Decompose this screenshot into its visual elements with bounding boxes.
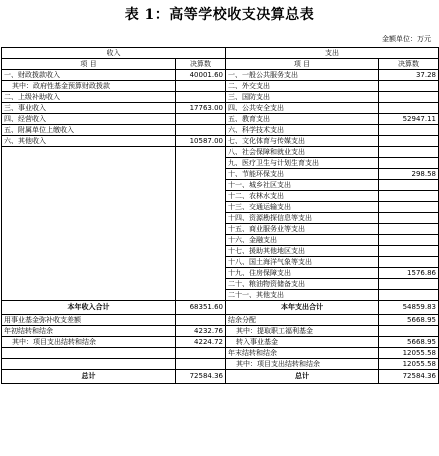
income-amount-cell: 4224.72	[176, 337, 226, 348]
income-amount-cell	[176, 125, 226, 136]
income-item-cell: 一、财政拨款收入	[2, 70, 176, 81]
income-item-cell	[2, 158, 176, 169]
expense-item-cell: 五、教育支出	[226, 114, 379, 125]
grand-total-rows	[2, 370, 439, 384]
expense-amount-cell	[379, 136, 439, 147]
expense-item-cell: 十九、住房保障支出	[226, 268, 379, 279]
expense-item-cell: 三、国防支出	[226, 92, 379, 103]
income-item-cell	[2, 213, 176, 224]
expense-item-cell: 十三、交通运输支出	[226, 202, 379, 213]
expense-item-cell: 四、公共安全支出	[226, 103, 379, 114]
income-item-header: 项 目	[2, 59, 176, 70]
income-item-cell: 六、其他收入	[2, 136, 176, 147]
expense-amount-cell	[379, 158, 439, 169]
income-amount-cell	[176, 315, 226, 326]
income-amount-cell	[176, 279, 226, 290]
income-amount-cell	[176, 348, 226, 359]
expense-grand-total-value: 72584.36	[379, 370, 439, 384]
budget-summary-table	[1, 47, 439, 384]
table-row	[2, 180, 439, 191]
expense-item-cell: 八、社会保障和就业支出	[226, 147, 379, 158]
income-item-cell	[2, 202, 176, 213]
income-item-cell	[2, 246, 176, 257]
income-amount-cell	[176, 169, 226, 180]
expense-section-header: 支出	[226, 48, 439, 59]
income-amount-cell	[176, 81, 226, 92]
expense-amount-cell	[379, 290, 439, 301]
income-amount-cell	[176, 213, 226, 224]
bottom-rows	[2, 315, 439, 370]
expense-item-cell: 转入事业基金	[226, 337, 379, 348]
income-item-cell: 五、附属单位上缴收入	[2, 125, 176, 136]
income-item-cell	[2, 290, 176, 301]
income-amount-cell	[176, 180, 226, 191]
income-item-cell	[2, 235, 176, 246]
table-row	[2, 235, 439, 246]
expense-amount-cell: 12055.58	[379, 359, 439, 370]
expense-amount-cell	[379, 202, 439, 213]
expense-amount-cell: 5668.95	[379, 337, 439, 348]
totals-row	[2, 301, 439, 315]
income-item-cell: 二、上级补助收入	[2, 92, 176, 103]
table-title: 表 1：高等学校收支决算总表	[124, 7, 315, 23]
expense-item-cell: 十二、农林水支出	[226, 191, 379, 202]
income-item-cell	[2, 191, 176, 202]
income-section-header: 收入	[2, 48, 226, 59]
income-item-cell	[2, 169, 176, 180]
income-amount-cell	[176, 257, 226, 268]
expense-item-cell: 十五、商业服务业等支出	[226, 224, 379, 235]
table-row	[2, 81, 439, 92]
expense-amount-cell: 1576.86	[379, 268, 439, 279]
expense-item-cell: 结余分配	[226, 315, 379, 326]
income-amount-cell	[176, 246, 226, 257]
expense-item-cell: 十、节能环保支出	[226, 169, 379, 180]
income-item-cell: 其中：政府性基金预算财政拨款	[2, 81, 176, 92]
income-amount-cell	[176, 114, 226, 125]
expense-total-value: 54859.83	[379, 301, 439, 315]
table-row	[2, 279, 439, 290]
income-amount-cell: 40001.60	[176, 70, 226, 81]
income-amount-cell	[176, 224, 226, 235]
table-row	[2, 202, 439, 213]
main-rows	[2, 70, 439, 301]
income-amount-cell: 10587.00	[176, 136, 226, 147]
income-total-value: 68351.60	[176, 301, 226, 315]
expense-amount-cell	[379, 92, 439, 103]
expense-item-cell: 九、医疗卫生与计划生育支出	[226, 158, 379, 169]
income-amount-cell	[176, 268, 226, 279]
expense-item-cell: 二、外交支出	[226, 81, 379, 92]
expense-item-cell: 十八、国土海洋气象等支出	[226, 257, 379, 268]
table-row	[2, 246, 439, 257]
table-row	[2, 213, 439, 224]
income-grand-total-value: 72584.36	[176, 370, 226, 384]
expense-item-cell: 二十一、其他支出	[226, 290, 379, 301]
expense-item-cell: 一、一般公共服务支出	[226, 70, 379, 81]
unit-note: 金额单位：万元	[382, 35, 431, 43]
table-row	[2, 114, 439, 125]
table-row	[2, 169, 439, 180]
expense-item-cell: 十七、援助其他地区支出	[226, 246, 379, 257]
table-row	[2, 315, 439, 326]
expense-amount-cell: 52947.11	[379, 114, 439, 125]
expense-amount-cell: 298.58	[379, 169, 439, 180]
expense-amount-cell	[379, 213, 439, 224]
income-item-cell	[2, 180, 176, 191]
income-amount-cell	[176, 92, 226, 103]
expense-amount-cell	[379, 279, 439, 290]
income-item-cell: 三、事业收入	[2, 103, 176, 114]
expense-amount-cell	[379, 191, 439, 202]
income-item-cell	[2, 257, 176, 268]
table-row	[2, 359, 439, 370]
table-row	[2, 337, 439, 348]
expense-amount-cell	[379, 257, 439, 268]
income-amount-cell	[176, 191, 226, 202]
table-row	[2, 147, 439, 158]
income-item-cell: 四、经营收入	[2, 114, 176, 125]
table-row	[2, 224, 439, 235]
income-item-cell: 用事业基金弥补收支差额	[2, 315, 176, 326]
expense-item-header: 项 目	[226, 59, 379, 70]
section-header-row	[2, 48, 439, 59]
expense-amount-cell	[379, 224, 439, 235]
table-row	[2, 136, 439, 147]
income-item-cell	[2, 279, 176, 290]
income-total-label: 本年收入合计	[2, 301, 176, 315]
expense-amount-cell	[379, 326, 439, 337]
expense-amount-cell	[379, 103, 439, 114]
income-item-cell: 其中：项目支出结转和结余	[2, 337, 176, 348]
expense-amount-cell	[379, 235, 439, 246]
expense-amount-cell	[379, 246, 439, 257]
income-amount-cell	[176, 147, 226, 158]
column-header-row	[2, 59, 439, 70]
table-row	[2, 191, 439, 202]
income-grand-total-label: 总计	[2, 370, 176, 384]
expense-grand-total-label: 总计	[226, 370, 379, 384]
expense-total-label: 本年支出合计	[226, 301, 379, 315]
expense-item-cell: 十六、金融支出	[226, 235, 379, 246]
income-item-cell	[2, 268, 176, 279]
expense-amount-cell	[379, 147, 439, 158]
totals-rows	[2, 301, 439, 315]
table-row	[2, 257, 439, 268]
income-item-cell	[2, 224, 176, 235]
income-amount-cell: 17763.00	[176, 103, 226, 114]
income-amount-header: 决算数	[176, 59, 226, 70]
table-row	[2, 268, 439, 279]
expense-amount-cell: 5668.95	[379, 315, 439, 326]
table-row	[2, 158, 439, 169]
expense-amount-cell: 12055.58	[379, 348, 439, 359]
expense-amount-cell: 37.28	[379, 70, 439, 81]
income-amount-cell	[176, 158, 226, 169]
income-item-cell	[2, 359, 176, 370]
expense-item-cell: 年末结转和结余	[226, 348, 379, 359]
expense-amount-header: 决算数	[379, 59, 439, 70]
income-amount-cell: 4232.76	[176, 326, 226, 337]
table-row	[2, 92, 439, 103]
table-row	[2, 290, 439, 301]
expense-item-cell: 七、文化体育与传媒支出	[226, 136, 379, 147]
table-row	[2, 70, 439, 81]
table-row	[2, 326, 439, 337]
income-amount-cell	[176, 235, 226, 246]
expense-amount-cell	[379, 125, 439, 136]
expense-item-cell: 其中：提取职工福利基金	[226, 326, 379, 337]
income-item-cell	[2, 147, 176, 158]
expense-item-cell: 二十、粮油物资储备支出	[226, 279, 379, 290]
income-amount-cell	[176, 202, 226, 213]
expense-amount-cell	[379, 81, 439, 92]
expense-item-cell: 六、科学技术支出	[226, 125, 379, 136]
table-row	[2, 348, 439, 359]
expense-item-cell: 十一、城乡社区支出	[226, 180, 379, 191]
table-row	[2, 103, 439, 114]
income-item-cell: 年初结转和结余	[2, 326, 176, 337]
expense-amount-cell	[379, 180, 439, 191]
table-row	[2, 125, 439, 136]
income-amount-cell	[176, 359, 226, 370]
grand-total-row	[2, 370, 439, 384]
expense-item-cell: 其中：项目支出结转和结余	[226, 359, 379, 370]
income-amount-cell	[176, 290, 226, 301]
expense-item-cell: 十四、资源勘探信息等支出	[226, 213, 379, 224]
income-item-cell	[2, 348, 176, 359]
